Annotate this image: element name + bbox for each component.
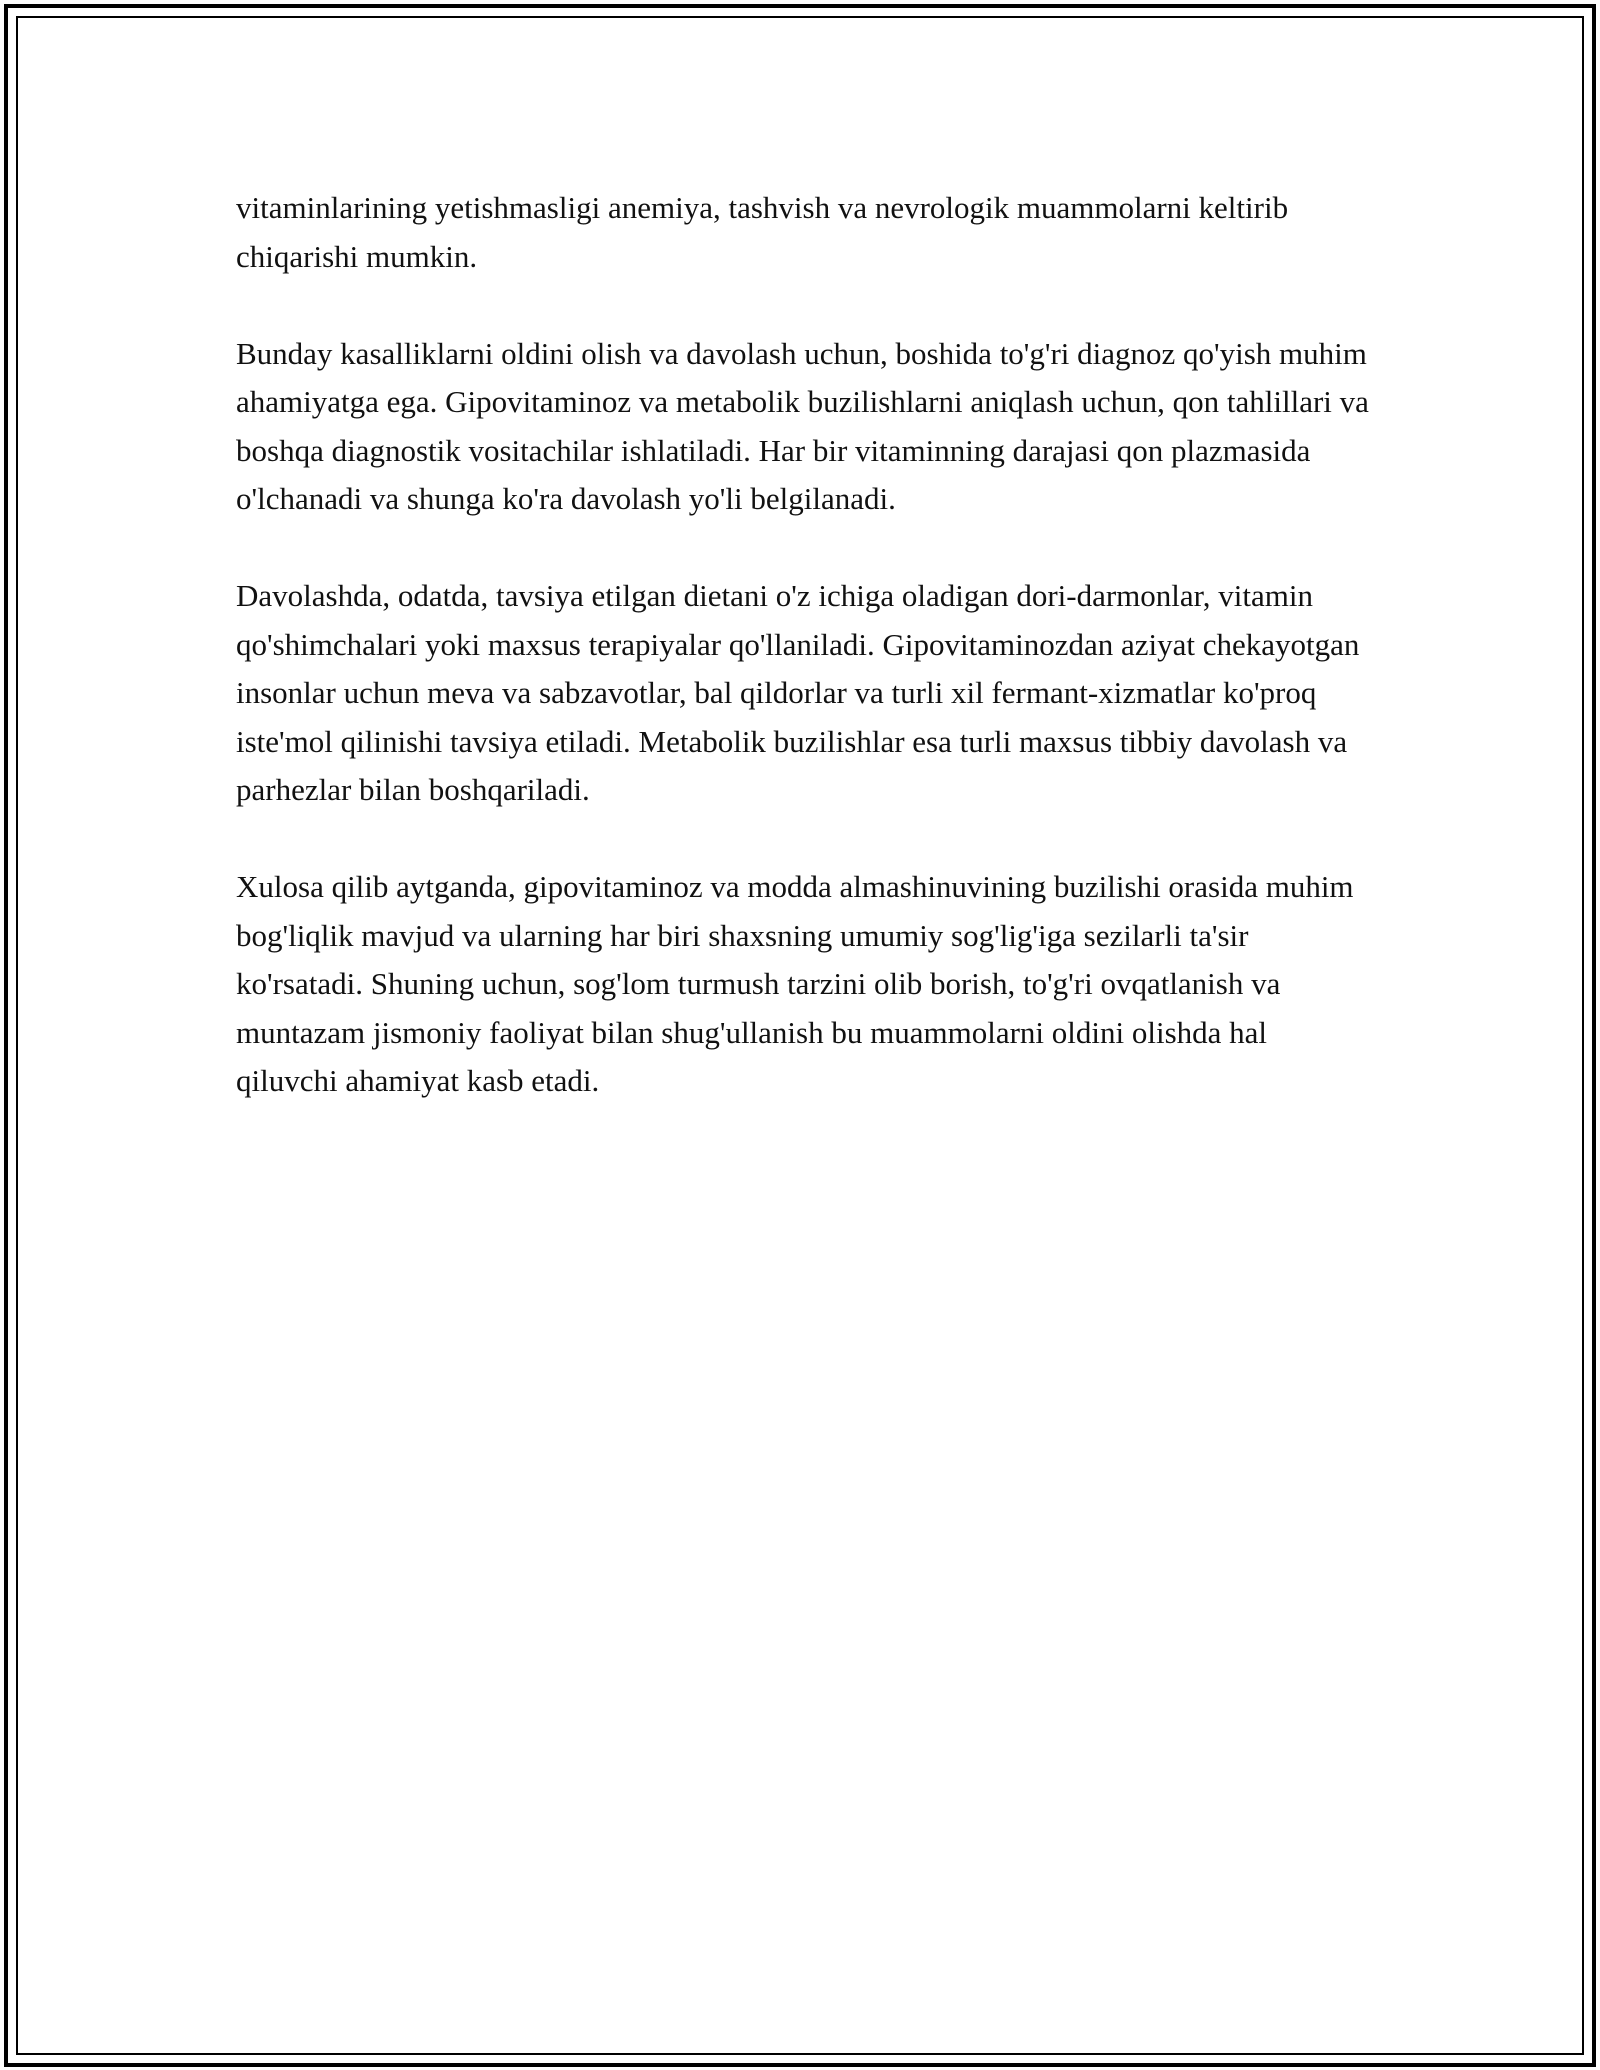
paragraph: Davolashda, odatda, tavsiya etilgan dietani o'z ichiga oladigan dori-darmonlar, vitamin qo'shimchalari yoki maxsus terapiyalar qo'llaniladi. Gipovitaminozdan aziyat chekayotgan insonlar uchun meva va sabzavotlar, bal qildorlar va turli xil fermant-xizmatlar ko'proq iste'mol qilinishi tavsiya etiladi. Metabolik buzilishlar esa turli maxsus tibbiy davolash va parhezlar bilan boshqariladi. xyxy=(236,578,1360,807)
paragraph: Xulosa qilib aytganda, gipovitaminoz va modda almashinuvining buzilishi orasida muhim bog'liqlik mavjud va ularning har biri shaxsning umumiy sog'lig'iga sezilarli ta'sir ko'rsatadi. Shuning uchun, sog'lom turmush tarzini olib borish, to'g'ri ovqatlanish va muntazam jismoniy faoliyat bilan shug'ullanish bu muammolarni oldini olishda hal qiluvchi ahamiyat kasb etadi. xyxy=(236,869,1354,1098)
paragraph: vitaminlarining yetishmasligi anemiya, tashvish va nevrologik muammolarni keltirib chiqarishi mumkin. xyxy=(236,190,1289,274)
paragraph: Bunday kasalliklarni oldini olish va davolash uchun, boshida to'g'ri diagnoz qo'yish muhim ahamiyatga ega. Gipovitaminoz va metabolik buzilishlarni aniqlash uchun, qon tahlillari va boshqa diagnostik vositachilar ishlatiladi. Har bir vitaminning darajasi qon plazmasida o'lchanadi va shunga ko'ra davolash yo'li belgilanadi. xyxy=(236,335,1369,516)
document-body xyxy=(236,184,1376,1154)
